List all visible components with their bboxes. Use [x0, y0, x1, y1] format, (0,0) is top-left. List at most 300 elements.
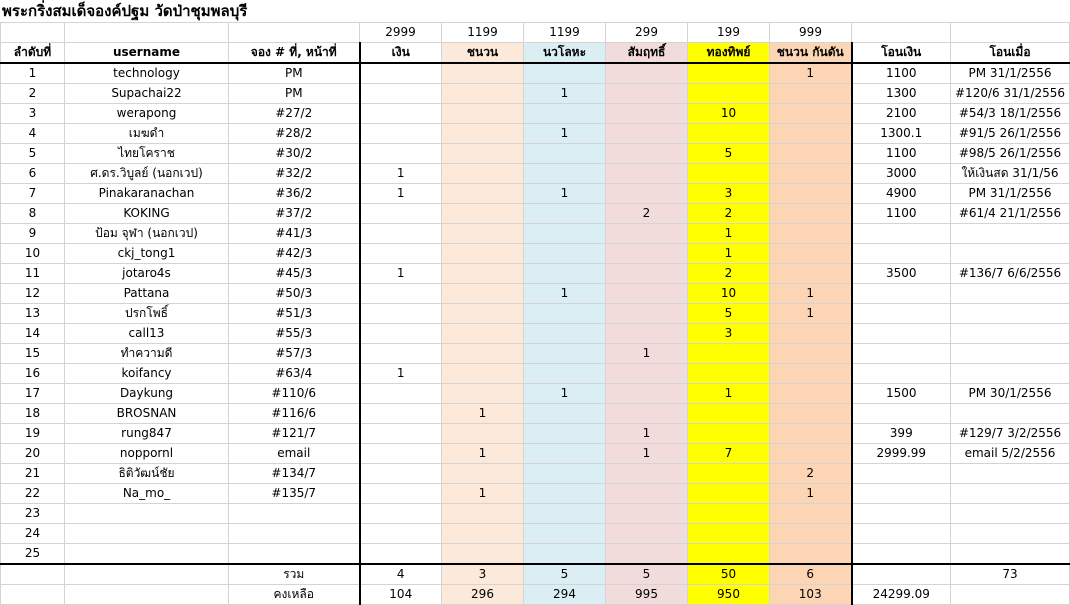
- table-cell[interactable]: [524, 244, 606, 264]
- table-cell[interactable]: 1300: [852, 84, 951, 104]
- table-cell[interactable]: [770, 444, 852, 464]
- table-cell[interactable]: #134/7: [229, 464, 360, 484]
- table-cell[interactable]: [360, 63, 442, 84]
- table-cell[interactable]: 15: [1, 344, 65, 364]
- table-cell[interactable]: [770, 204, 852, 224]
- price-cell[interactable]: 2999: [360, 23, 442, 43]
- table-cell[interactable]: [360, 524, 442, 544]
- summary-value[interactable]: 103: [770, 585, 852, 605]
- table-cell[interactable]: 1: [524, 284, 606, 304]
- table-cell[interactable]: 1: [442, 484, 524, 504]
- table-cell[interactable]: PM 31/1/2556: [951, 63, 1070, 84]
- table-cell[interactable]: [688, 484, 770, 504]
- table-cell[interactable]: [688, 164, 770, 184]
- table-cell[interactable]: 11: [1, 264, 65, 284]
- table-cell[interactable]: #61/4 21/1/2556: [951, 204, 1070, 224]
- table-cell[interactable]: 1: [524, 84, 606, 104]
- table-cell[interactable]: [770, 164, 852, 184]
- table-cell[interactable]: [852, 464, 951, 484]
- table-cell[interactable]: [951, 244, 1070, 264]
- table-cell[interactable]: [688, 504, 770, 524]
- table-cell[interactable]: [442, 424, 524, 444]
- table-cell[interactable]: [770, 504, 852, 524]
- table-cell[interactable]: #98/5 26/1/2556: [951, 144, 1070, 164]
- table-cell[interactable]: [360, 224, 442, 244]
- table-cell[interactable]: [606, 404, 688, 424]
- column-header[interactable]: สัมฤทธิ์: [606, 43, 688, 64]
- table-cell[interactable]: 1: [1, 63, 65, 84]
- table-cell[interactable]: เมฆดำ: [65, 124, 229, 144]
- table-cell[interactable]: [951, 464, 1070, 484]
- table-cell[interactable]: BROSNAN: [65, 404, 229, 424]
- summary-value[interactable]: 104: [360, 585, 442, 605]
- table-cell[interactable]: [524, 164, 606, 184]
- summary-value[interactable]: 296: [442, 585, 524, 605]
- table-cell[interactable]: 1: [442, 444, 524, 464]
- table-cell[interactable]: 19: [1, 424, 65, 444]
- table-cell[interactable]: [951, 224, 1070, 244]
- table-cell[interactable]: [524, 544, 606, 565]
- table-cell[interactable]: 1: [360, 184, 442, 204]
- table-cell[interactable]: [606, 524, 688, 544]
- column-header[interactable]: โอนเงิน: [852, 43, 951, 64]
- table-cell[interactable]: #55/3: [229, 324, 360, 344]
- empty-cell[interactable]: [1, 564, 65, 585]
- table-cell[interactable]: [770, 244, 852, 264]
- table-cell[interactable]: 24: [1, 524, 65, 544]
- table-cell[interactable]: email 5/2/2556: [951, 444, 1070, 464]
- table-cell[interactable]: 13: [1, 304, 65, 324]
- summary-value[interactable]: 294: [524, 585, 606, 605]
- table-cell[interactable]: [360, 244, 442, 264]
- table-cell[interactable]: [442, 464, 524, 484]
- table-cell[interactable]: [852, 324, 951, 344]
- table-cell[interactable]: PM: [229, 84, 360, 104]
- table-cell[interactable]: 3: [688, 324, 770, 344]
- table-cell[interactable]: [442, 104, 524, 124]
- empty-cell[interactable]: [65, 23, 229, 43]
- summary-transfer[interactable]: [852, 564, 951, 585]
- table-cell[interactable]: call13: [65, 324, 229, 344]
- table-cell[interactable]: [360, 504, 442, 524]
- table-cell[interactable]: ckj_tong1: [65, 244, 229, 264]
- column-header[interactable]: username: [65, 43, 229, 64]
- table-cell[interactable]: [442, 324, 524, 344]
- table-cell[interactable]: 17: [1, 384, 65, 404]
- table-cell[interactable]: 7: [688, 444, 770, 464]
- summary-value[interactable]: 5: [524, 564, 606, 585]
- table-cell[interactable]: 2: [688, 264, 770, 284]
- column-header[interactable]: ชนวน: [442, 43, 524, 64]
- table-cell[interactable]: 1: [770, 304, 852, 324]
- table-cell[interactable]: [360, 464, 442, 484]
- table-cell[interactable]: ให้เงินสด 31/1/56: [951, 164, 1070, 184]
- table-cell[interactable]: [442, 264, 524, 284]
- table-cell[interactable]: Pinakaranachan: [65, 184, 229, 204]
- table-cell[interactable]: [442, 224, 524, 244]
- table-cell[interactable]: 22: [1, 484, 65, 504]
- table-cell[interactable]: [852, 504, 951, 524]
- table-cell[interactable]: [951, 284, 1070, 304]
- table-cell[interactable]: [360, 424, 442, 444]
- table-cell[interactable]: 399: [852, 424, 951, 444]
- table-cell[interactable]: [65, 524, 229, 544]
- table-cell[interactable]: [442, 544, 524, 565]
- summary-transfer[interactable]: 24299.09: [852, 585, 951, 605]
- table-cell[interactable]: [606, 164, 688, 184]
- table-cell[interactable]: [606, 124, 688, 144]
- table-cell[interactable]: [360, 344, 442, 364]
- table-cell[interactable]: [606, 484, 688, 504]
- table-cell[interactable]: [360, 384, 442, 404]
- table-cell[interactable]: #57/3: [229, 344, 360, 364]
- table-cell[interactable]: werapong: [65, 104, 229, 124]
- summary-value[interactable]: 50: [688, 564, 770, 585]
- table-cell[interactable]: Supachai22: [65, 84, 229, 104]
- table-cell[interactable]: [770, 384, 852, 404]
- table-cell[interactable]: Na_mo_: [65, 484, 229, 504]
- column-header[interactable]: ลำดับที่: [1, 43, 65, 64]
- table-cell[interactable]: [442, 144, 524, 164]
- table-cell[interactable]: 1: [360, 164, 442, 184]
- table-cell[interactable]: KOKING: [65, 204, 229, 224]
- table-cell[interactable]: 1300.1: [852, 124, 951, 144]
- table-cell[interactable]: PM 30/1/2556: [951, 384, 1070, 404]
- table-cell[interactable]: ปรกโพธิ์: [65, 304, 229, 324]
- table-cell[interactable]: 1: [606, 444, 688, 464]
- table-cell[interactable]: [606, 504, 688, 524]
- table-cell[interactable]: [770, 404, 852, 424]
- table-cell[interactable]: [442, 63, 524, 84]
- table-cell[interactable]: koifancy: [65, 364, 229, 384]
- table-cell[interactable]: ทำความดี: [65, 344, 229, 364]
- table-cell[interactable]: [442, 184, 524, 204]
- table-cell[interactable]: #32/2: [229, 164, 360, 184]
- summary-value[interactable]: 950: [688, 585, 770, 605]
- table-cell[interactable]: 5: [1, 144, 65, 164]
- table-cell[interactable]: [852, 224, 951, 244]
- table-cell[interactable]: [442, 84, 524, 104]
- table-cell[interactable]: 14: [1, 324, 65, 344]
- table-cell[interactable]: 2: [770, 464, 852, 484]
- table-cell[interactable]: [688, 544, 770, 565]
- table-cell[interactable]: 1: [524, 384, 606, 404]
- table-cell[interactable]: [65, 544, 229, 565]
- table-cell[interactable]: [951, 504, 1070, 524]
- summary-value[interactable]: 5: [606, 564, 688, 585]
- table-cell[interactable]: [852, 484, 951, 504]
- column-header[interactable]: เงิน: [360, 43, 442, 64]
- table-cell[interactable]: jotaro4s: [65, 264, 229, 284]
- summary-label[interactable]: คงเหลือ: [229, 585, 360, 605]
- table-cell[interactable]: #41/3: [229, 224, 360, 244]
- table-cell[interactable]: [606, 464, 688, 484]
- table-cell[interactable]: [606, 304, 688, 324]
- table-cell[interactable]: 4900: [852, 184, 951, 204]
- table-cell[interactable]: #30/2: [229, 144, 360, 164]
- table-cell[interactable]: [524, 144, 606, 164]
- table-cell[interactable]: [524, 104, 606, 124]
- column-header[interactable]: ชนวน กันดัน: [770, 43, 852, 64]
- table-cell[interactable]: #135/7: [229, 484, 360, 504]
- table-cell[interactable]: [524, 424, 606, 444]
- table-cell[interactable]: #120/6 31/1/2556: [951, 84, 1070, 104]
- table-cell[interactable]: PM: [229, 63, 360, 84]
- table-cell[interactable]: [852, 244, 951, 264]
- table-cell[interactable]: 1: [688, 384, 770, 404]
- table-cell[interactable]: 1100: [852, 144, 951, 164]
- table-cell[interactable]: technology: [65, 63, 229, 84]
- table-cell[interactable]: PM 31/1/2556: [951, 184, 1070, 204]
- price-cell[interactable]: 999: [770, 23, 852, 43]
- table-cell[interactable]: [770, 364, 852, 384]
- empty-cell[interactable]: [852, 23, 951, 43]
- table-cell[interactable]: [442, 364, 524, 384]
- table-cell[interactable]: #45/3: [229, 264, 360, 284]
- table-cell[interactable]: 2: [688, 204, 770, 224]
- table-cell[interactable]: [524, 484, 606, 504]
- table-cell[interactable]: 1: [360, 364, 442, 384]
- table-cell[interactable]: rung847: [65, 424, 229, 444]
- table-cell[interactable]: ธิติวัฒน์ชัย: [65, 464, 229, 484]
- table-cell[interactable]: 10: [1, 244, 65, 264]
- table-cell[interactable]: [524, 464, 606, 484]
- table-cell[interactable]: [951, 304, 1070, 324]
- table-cell[interactable]: 1: [688, 224, 770, 244]
- table-cell[interactable]: 1: [770, 284, 852, 304]
- table-cell[interactable]: 3500: [852, 264, 951, 284]
- table-cell[interactable]: [852, 284, 951, 304]
- table-cell[interactable]: [606, 324, 688, 344]
- table-cell[interactable]: [688, 84, 770, 104]
- table-cell[interactable]: 1: [442, 404, 524, 424]
- table-cell[interactable]: 3: [688, 184, 770, 204]
- table-cell[interactable]: 2: [1, 84, 65, 104]
- table-cell[interactable]: [606, 63, 688, 84]
- table-cell[interactable]: noppornl: [65, 444, 229, 464]
- table-cell[interactable]: [360, 124, 442, 144]
- table-cell[interactable]: 18: [1, 404, 65, 424]
- table-cell[interactable]: [442, 344, 524, 364]
- table-cell[interactable]: [770, 544, 852, 565]
- table-cell[interactable]: 1: [770, 484, 852, 504]
- table-cell[interactable]: 5: [688, 144, 770, 164]
- table-cell[interactable]: [852, 404, 951, 424]
- table-cell[interactable]: [360, 104, 442, 124]
- table-cell[interactable]: #42/3: [229, 244, 360, 264]
- table-cell[interactable]: [770, 84, 852, 104]
- table-cell[interactable]: [360, 284, 442, 304]
- table-cell[interactable]: [442, 284, 524, 304]
- empty-cell[interactable]: [229, 23, 360, 43]
- summary-value[interactable]: 995: [606, 585, 688, 605]
- table-cell[interactable]: [770, 524, 852, 544]
- table-cell[interactable]: [442, 244, 524, 264]
- table-cell[interactable]: [951, 324, 1070, 344]
- table-cell[interactable]: [442, 524, 524, 544]
- table-cell[interactable]: [360, 444, 442, 464]
- table-cell[interactable]: 1500: [852, 384, 951, 404]
- table-cell[interactable]: 2100: [852, 104, 951, 124]
- table-cell[interactable]: [65, 504, 229, 524]
- table-cell[interactable]: #91/5 26/1/2556: [951, 124, 1070, 144]
- table-cell[interactable]: [770, 144, 852, 164]
- table-cell[interactable]: 6: [1, 164, 65, 184]
- table-cell[interactable]: [951, 404, 1070, 424]
- table-cell[interactable]: 2: [606, 204, 688, 224]
- table-cell[interactable]: #28/2: [229, 124, 360, 144]
- table-cell[interactable]: #129/7 3/2/2556: [951, 424, 1070, 444]
- table-cell[interactable]: [688, 63, 770, 84]
- table-cell[interactable]: [442, 304, 524, 324]
- table-cell[interactable]: [524, 444, 606, 464]
- table-cell[interactable]: [606, 104, 688, 124]
- table-cell[interactable]: 1100: [852, 63, 951, 84]
- table-cell[interactable]: ไทยโคราช: [65, 144, 229, 164]
- table-cell[interactable]: 4: [1, 124, 65, 144]
- column-header[interactable]: จอง # ที่, หน้าที่: [229, 43, 360, 64]
- table-cell[interactable]: [524, 524, 606, 544]
- table-cell[interactable]: [606, 224, 688, 244]
- table-cell[interactable]: [442, 124, 524, 144]
- table-cell[interactable]: 1: [524, 184, 606, 204]
- table-cell[interactable]: [360, 484, 442, 504]
- table-cell[interactable]: 1100: [852, 204, 951, 224]
- table-cell[interactable]: [852, 304, 951, 324]
- table-cell[interactable]: 9: [1, 224, 65, 244]
- table-cell[interactable]: [852, 524, 951, 544]
- table-cell[interactable]: #51/3: [229, 304, 360, 324]
- table-cell[interactable]: 21: [1, 464, 65, 484]
- table-cell[interactable]: [524, 404, 606, 424]
- summary-label[interactable]: รวม: [229, 564, 360, 585]
- table-cell[interactable]: [360, 144, 442, 164]
- price-cell[interactable]: 299: [606, 23, 688, 43]
- table-cell[interactable]: [770, 104, 852, 124]
- table-cell[interactable]: [770, 344, 852, 364]
- table-cell[interactable]: #110/6: [229, 384, 360, 404]
- table-cell[interactable]: [606, 384, 688, 404]
- summary-value[interactable]: 3: [442, 564, 524, 585]
- table-cell[interactable]: [524, 63, 606, 84]
- table-cell[interactable]: [770, 184, 852, 204]
- table-cell[interactable]: #37/2: [229, 204, 360, 224]
- table-cell[interactable]: ป้อม จุฬา (นอกเวป): [65, 224, 229, 244]
- summary-last[interactable]: 73: [951, 564, 1070, 585]
- table-cell[interactable]: [770, 124, 852, 144]
- table-cell[interactable]: 10: [688, 284, 770, 304]
- table-cell[interactable]: [606, 84, 688, 104]
- table-cell[interactable]: 1: [360, 264, 442, 284]
- table-cell[interactable]: 20: [1, 444, 65, 464]
- empty-cell[interactable]: [1, 23, 65, 43]
- table-cell[interactable]: [688, 464, 770, 484]
- table-cell[interactable]: [524, 364, 606, 384]
- table-cell[interactable]: [951, 484, 1070, 504]
- table-cell[interactable]: [442, 504, 524, 524]
- table-cell[interactable]: [606, 264, 688, 284]
- column-header[interactable]: ทองทิพย์: [688, 43, 770, 64]
- column-header[interactable]: โอนเมื่อ: [951, 43, 1070, 64]
- table-cell[interactable]: [524, 344, 606, 364]
- table-cell[interactable]: [688, 364, 770, 384]
- table-cell[interactable]: [951, 544, 1070, 565]
- table-cell[interactable]: [770, 324, 852, 344]
- table-cell[interactable]: [770, 424, 852, 444]
- table-cell[interactable]: #116/6: [229, 404, 360, 424]
- table-cell[interactable]: [688, 124, 770, 144]
- table-cell[interactable]: #50/3: [229, 284, 360, 304]
- table-cell[interactable]: [688, 524, 770, 544]
- table-cell[interactable]: 23: [1, 504, 65, 524]
- table-cell[interactable]: 10: [688, 104, 770, 124]
- summary-value[interactable]: 4: [360, 564, 442, 585]
- table-cell[interactable]: [852, 364, 951, 384]
- table-cell[interactable]: 5: [688, 304, 770, 324]
- table-cell[interactable]: [951, 344, 1070, 364]
- table-cell[interactable]: [606, 364, 688, 384]
- table-cell[interactable]: 1: [606, 424, 688, 444]
- table-cell[interactable]: 1: [770, 63, 852, 84]
- table-cell[interactable]: [524, 304, 606, 324]
- table-cell[interactable]: [606, 244, 688, 264]
- table-cell[interactable]: [360, 544, 442, 565]
- table-cell[interactable]: [524, 504, 606, 524]
- table-cell[interactable]: ศ.ดร.วิบูลย์ (นอกเวป): [65, 164, 229, 184]
- table-cell[interactable]: [229, 524, 360, 544]
- empty-cell[interactable]: [951, 23, 1070, 43]
- table-cell[interactable]: #63/4: [229, 364, 360, 384]
- table-cell[interactable]: [770, 264, 852, 284]
- table-cell[interactable]: 7: [1, 184, 65, 204]
- table-cell[interactable]: 1: [524, 124, 606, 144]
- table-cell[interactable]: 8: [1, 204, 65, 224]
- column-header[interactable]: นวโลหะ: [524, 43, 606, 64]
- table-cell[interactable]: [606, 144, 688, 164]
- table-cell[interactable]: 1: [606, 344, 688, 364]
- table-cell[interactable]: 3000: [852, 164, 951, 184]
- table-cell[interactable]: [360, 304, 442, 324]
- table-cell[interactable]: [524, 324, 606, 344]
- table-cell[interactable]: [229, 504, 360, 524]
- table-cell[interactable]: [524, 224, 606, 244]
- summary-value[interactable]: 6: [770, 564, 852, 585]
- table-cell[interactable]: #136/7 6/6/2556: [951, 264, 1070, 284]
- table-cell[interactable]: [688, 344, 770, 364]
- table-cell[interactable]: [442, 204, 524, 224]
- table-cell[interactable]: [951, 364, 1070, 384]
- table-cell[interactable]: 25: [1, 544, 65, 565]
- table-cell[interactable]: [442, 384, 524, 404]
- table-cell[interactable]: [852, 344, 951, 364]
- table-cell[interactable]: [524, 264, 606, 284]
- table-cell[interactable]: [688, 404, 770, 424]
- table-cell[interactable]: #27/2: [229, 104, 360, 124]
- price-cell[interactable]: 1199: [524, 23, 606, 43]
- table-cell[interactable]: [606, 544, 688, 565]
- table-cell[interactable]: 12: [1, 284, 65, 304]
- table-cell[interactable]: 3: [1, 104, 65, 124]
- table-cell[interactable]: 2999.99: [852, 444, 951, 464]
- table-cell[interactable]: Daykung: [65, 384, 229, 404]
- table-cell[interactable]: [442, 164, 524, 184]
- table-cell[interactable]: [360, 204, 442, 224]
- price-cell[interactable]: 199: [688, 23, 770, 43]
- table-cell[interactable]: [360, 324, 442, 344]
- table-cell[interactable]: [688, 424, 770, 444]
- table-cell[interactable]: #36/2: [229, 184, 360, 204]
- table-cell[interactable]: [360, 404, 442, 424]
